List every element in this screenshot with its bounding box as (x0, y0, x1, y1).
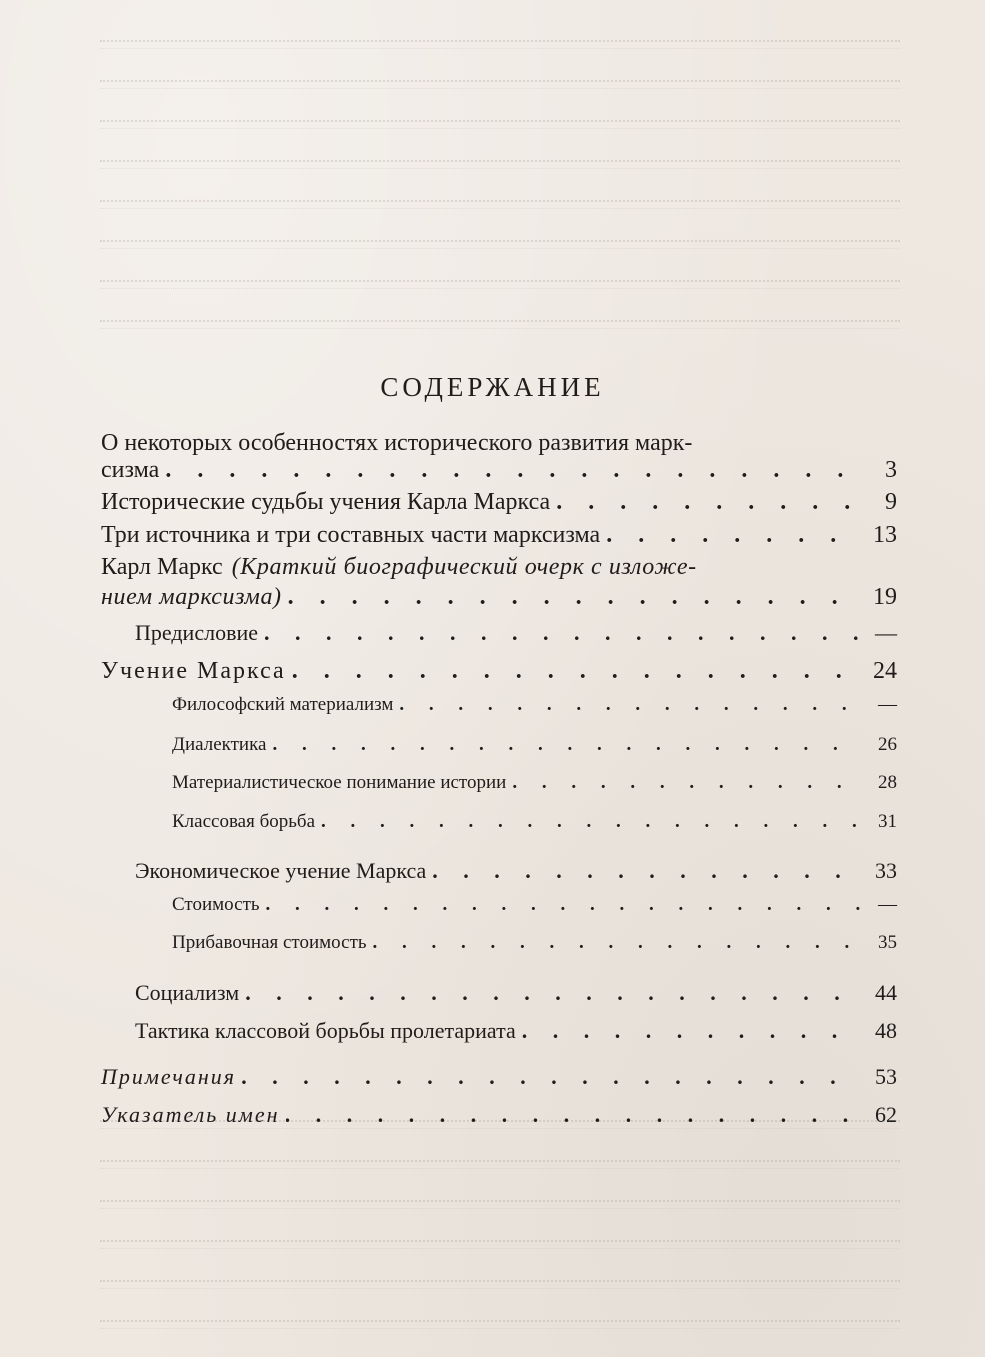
toc-page-number: — (878, 894, 897, 915)
toc-entry-title: Исторические судьбы учения Карла Маркса (101, 489, 551, 515)
bleed-through-text (100, 240, 900, 249)
toc-entry-title: Прибавочная стоимость (172, 932, 367, 953)
toc-entry-title: Диалектика (172, 734, 267, 755)
toc-entry-title: Социализм (135, 980, 240, 1005)
dot-leader (292, 658, 861, 685)
toc-page-number: 44 (875, 980, 897, 1005)
toc-page-number: 24 (873, 658, 897, 684)
dot-leader (272, 734, 861, 756)
toc-entry-title: Указатель имен (101, 1102, 280, 1127)
dot-leader (165, 457, 861, 484)
dot-leader (606, 522, 861, 549)
toc-entry-line1 (101, 430, 901, 457)
bleed-through-text (100, 1240, 900, 1249)
toc-entry[interactable] (135, 1018, 897, 1044)
toc-page-number: 9 (885, 489, 897, 515)
toc-page-number: 13 (873, 522, 897, 548)
toc-entry-title: Материалистическое понимание истории (172, 772, 507, 793)
toc-entry-title: Стоимость (172, 894, 260, 915)
toc-entry-title: О некоторых особенностях исторического развития марк- (101, 430, 693, 456)
bleed-through-text (100, 320, 900, 329)
bleed-through-text (100, 80, 900, 89)
bleed-through-text (100, 1280, 900, 1289)
toc-entry-subtitle: нием марксизма) (101, 584, 282, 610)
bleed-through-text (100, 40, 900, 49)
toc-entry[interactable] (101, 489, 897, 516)
dot-leader (432, 858, 861, 884)
dot-leader (522, 1018, 861, 1044)
toc-entry[interactable] (101, 457, 897, 484)
dot-leader (399, 694, 861, 716)
toc-entry[interactable] (101, 1064, 897, 1090)
toc-entry[interactable] (172, 811, 897, 833)
bleed-through-text (100, 1200, 900, 1209)
toc-entry-subtitle: (Краткий биографический очерк с изложе- (231, 554, 697, 580)
dot-leader (242, 1064, 861, 1090)
toc-entry[interactable] (172, 734, 897, 756)
bleed-through-text (100, 1160, 900, 1169)
toc-entry-title: сизма (101, 457, 160, 483)
toc-page-number: — (878, 694, 897, 715)
toc-entry-title: Учение Маркса (101, 658, 286, 684)
toc-entry-title: Примечания (101, 1064, 237, 1089)
toc-page-number: 3 (885, 457, 897, 483)
toc-page-number: 33 (875, 858, 897, 883)
dot-leader (512, 772, 861, 794)
toc-entry[interactable] (172, 932, 897, 954)
toc-entry-title: Экономическое учение Маркса (135, 858, 427, 883)
toc-entry-title: Предисловие (135, 620, 258, 645)
dot-leader (288, 584, 861, 611)
dot-leader (286, 1102, 861, 1128)
toc-entry[interactable] (101, 658, 897, 685)
dot-leader (266, 894, 861, 916)
toc-entry[interactable] (135, 980, 897, 1006)
toc-entry[interactable] (101, 522, 897, 549)
bleed-through-text (100, 1320, 900, 1329)
toc-entry[interactable] (135, 858, 897, 884)
toc-page-number: 35 (878, 932, 897, 953)
toc-entry[interactable] (135, 620, 897, 646)
toc-entry-title: Карл Маркс (101, 554, 223, 580)
toc-page-number: — (875, 620, 897, 645)
toc-page-number: 19 (873, 584, 897, 610)
toc-entry[interactable] (101, 1102, 897, 1128)
toc-page-number: 62 (875, 1102, 897, 1127)
toc-entry-title: Классовая борьба (172, 811, 316, 832)
bleed-through-text (100, 160, 900, 169)
toc-entry-title: Три источника и три составных части марксизма (101, 522, 601, 548)
toc-entry-line1 (101, 554, 901, 581)
dot-leader (245, 980, 861, 1006)
toc-entry[interactable] (172, 894, 897, 916)
bleed-through-text (100, 280, 900, 289)
dot-leader (373, 932, 861, 954)
dot-leader (264, 620, 861, 646)
toc-entry[interactable] (172, 694, 897, 716)
toc-entry-title: Философский материализм (172, 694, 394, 715)
toc-page-number: 31 (878, 811, 897, 832)
toc-entry-title: Тактика классовой борьбы пролетариата (135, 1018, 516, 1043)
toc-page-number: 28 (878, 772, 897, 793)
toc-page-number: 53 (875, 1064, 897, 1089)
toc-entry[interactable] (172, 772, 897, 794)
toc-page-number: 26 (878, 734, 897, 755)
toc-page-number: 48 (875, 1018, 897, 1043)
dot-leader (556, 489, 861, 516)
toc-entry[interactable] (101, 584, 897, 611)
bleed-through-text (100, 200, 900, 209)
bleed-through-text (100, 120, 900, 129)
dot-leader (321, 811, 861, 833)
contents-heading: СОДЕРЖАНИЕ (380, 372, 605, 402)
